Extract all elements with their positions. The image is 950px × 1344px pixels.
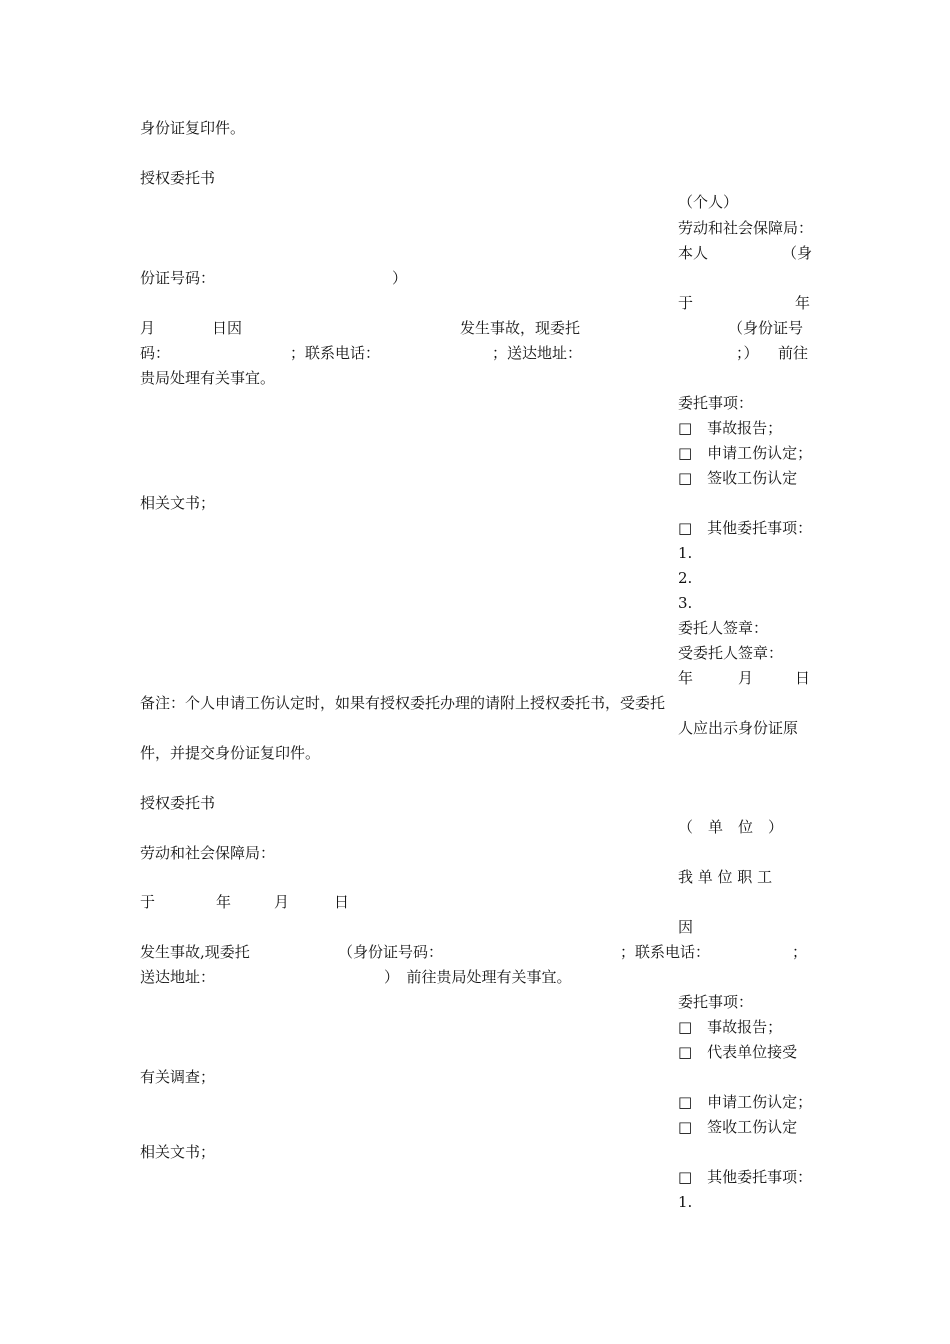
remark-text-right: 人应出示身份证原 — [678, 719, 799, 737]
unit-semicolon: ； — [792, 943, 808, 961]
bureau-addressee: 劳动和社会保障局： — [678, 219, 814, 237]
form-subtitle-personal: （个人） — [678, 193, 739, 211]
address-label: ；送达地址： — [492, 344, 583, 362]
unit-address-label: 送达地址： — [140, 968, 216, 986]
unit-investigation: 有关调查； — [140, 1068, 216, 1086]
list-item-3: 3. — [678, 594, 693, 612]
unit-checkbox-other: □ 其他委托事项： — [678, 1168, 813, 1186]
unit-accident-entrust: 发生事故,现委托 — [140, 943, 250, 961]
handle-matters: 贵局处理有关事宜。 — [140, 369, 276, 387]
yu-label: 于 — [678, 294, 694, 312]
self-person-label: 本人 — [678, 244, 709, 262]
unit-checkbox-sign-injury: □ 签收工伤认定 — [678, 1118, 798, 1136]
unit-month: 月 — [274, 893, 290, 911]
form-subtitle-unit: （ 单 位 ） — [678, 818, 784, 836]
list-item-2: 2. — [678, 569, 693, 587]
unit-yu: 于 — [140, 893, 156, 911]
unit-checkbox-apply-injury: □ 申请工伤认定； — [678, 1093, 813, 1111]
unit-id-number-label: （身份证号码： — [338, 943, 444, 961]
id-number-open: （身份证号 — [728, 319, 804, 337]
related-docs: 相关文书； — [140, 494, 216, 512]
phone-label: ；联系电话： — [290, 344, 381, 362]
self-id-open: （身 — [782, 244, 813, 262]
qianwang-label: 前往 — [778, 344, 809, 362]
copy-note: 身份证复印件。 — [140, 119, 246, 137]
month-label: 月 — [140, 319, 156, 337]
checkbox-item-sign-injury: □ 签收工伤认定 — [678, 469, 798, 487]
day-because-label: 日因 — [212, 319, 243, 337]
sign-day: 日 — [795, 669, 811, 687]
ma-label: 码： — [140, 344, 171, 362]
form-title-unit: 授权委托书 — [140, 794, 216, 812]
form-title-personal: 授权委托书 — [140, 169, 216, 187]
year-label: 年 — [795, 294, 811, 312]
unit-checkbox-accident-report: □ 事故报告； — [678, 1018, 783, 1036]
unit-checkbox-accept-investigation: □ 代表单位接受 — [678, 1043, 798, 1061]
list-item-1: 1. — [678, 544, 693, 562]
unit-related-docs: 相关文书； — [140, 1143, 216, 1161]
bureau-addressee-unit: 劳动和社会保障局： — [140, 844, 276, 862]
sign-month: 月 — [738, 669, 754, 687]
unit-phone-label: ；联系电话： — [620, 943, 711, 961]
checkbox-item-accident-report: □ 事故报告； — [678, 419, 783, 437]
unit-because: 因 — [678, 918, 694, 936]
remark-text: 备注：个人申请工伤认定时，如果有授权委托办理的请附上授权委托书，受委托 — [140, 694, 666, 712]
matters-label: 委托事项： — [678, 394, 754, 412]
close-go-label: ；） — [736, 344, 759, 362]
principal-signature: 委托人签章： — [678, 619, 769, 637]
remark-text-end: 件，并提交身份证复印件。 — [140, 744, 321, 762]
unit-day: 日 — [334, 893, 350, 911]
checkbox-item-apply-injury: □ 申请工伤认定； — [678, 444, 813, 462]
unit-year: 年 — [216, 893, 232, 911]
id-close: ） — [392, 269, 408, 287]
sign-year: 年 — [678, 669, 694, 687]
id-number-label: 份证号码： — [140, 269, 216, 287]
checkbox-item-other: □ 其他委托事项： — [678, 519, 813, 537]
unit-list-item-1: 1. — [678, 1193, 693, 1211]
accident-entrust-label: 发生事故，现委托 — [460, 319, 581, 337]
unit-staff-label: 我 单 位 职 工 — [678, 868, 773, 886]
unit-close-go: ） 前往贵局处理有关事宜。 — [384, 968, 572, 986]
agent-signature: 受委托人签章： — [678, 644, 784, 662]
unit-matters-label: 委托事项： — [678, 993, 754, 1011]
